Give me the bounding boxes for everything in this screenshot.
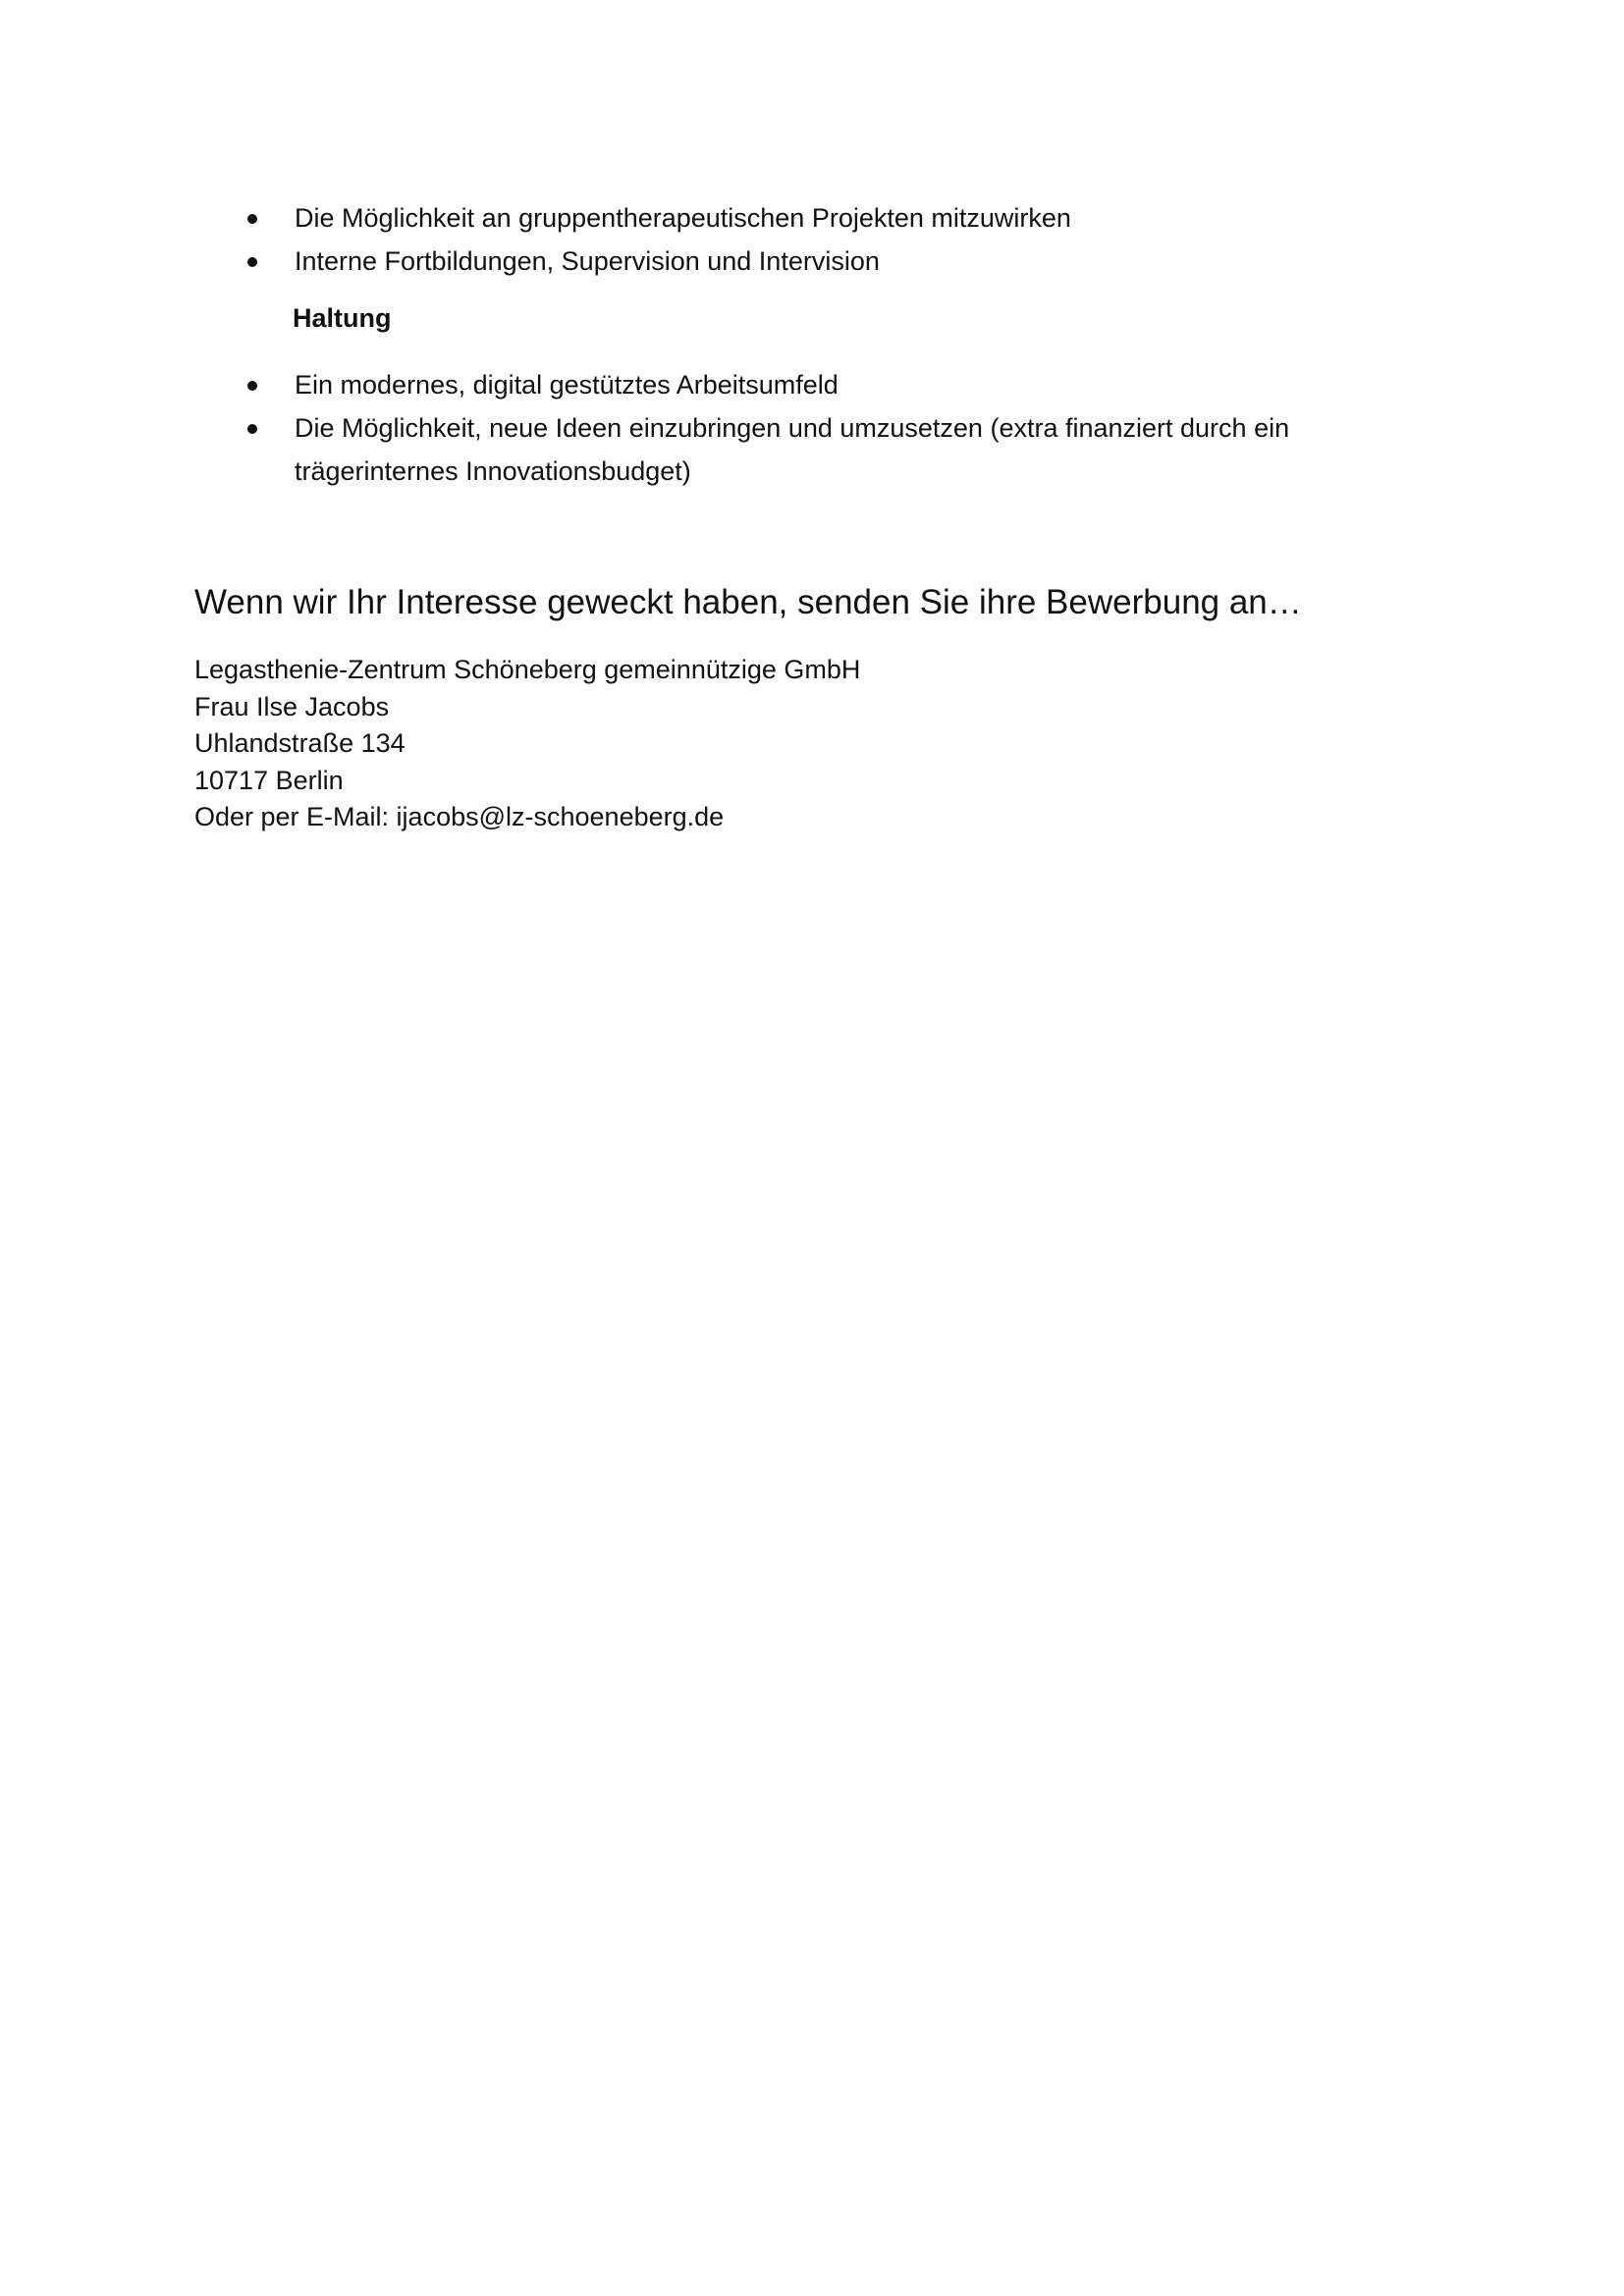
bullet-icon bbox=[247, 257, 257, 267]
list-item-text: Die Möglichkeit, neue Ideen einzubringen und umzusetzen (extra finanziert durch ein trägerinternes Innovationsbudget) bbox=[295, 413, 1290, 486]
bullet-icon bbox=[247, 424, 257, 434]
list-item bbox=[247, 240, 1424, 283]
bullet-icon bbox=[247, 381, 257, 391]
contact-address bbox=[194, 652, 860, 836]
list-item bbox=[247, 406, 1424, 493]
section-heading: Haltung bbox=[293, 303, 392, 333]
list-item bbox=[247, 196, 1424, 240]
list-item-text: Interne Fortbildungen, Supervision und Intervision bbox=[295, 246, 880, 276]
call-to-action-heading: Wenn wir Ihr Interesse geweckt haben, senden Sie ihre Bewerbung an… bbox=[194, 583, 1302, 621]
bullet-icon bbox=[247, 214, 257, 224]
list-item-text: Die Möglichkeit an gruppentherapeutischen Projekten mitzuwirken bbox=[295, 203, 1071, 233]
attitude-list bbox=[247, 363, 1424, 493]
list-item bbox=[247, 363, 1424, 406]
street-address: Uhlandstraße 134 bbox=[194, 728, 406, 758]
contact-person: Frau Ilse Jacobs bbox=[194, 691, 390, 721]
email-line: Oder per E-Mail: ijacobs@lz-schoeneberg.de bbox=[194, 802, 725, 831]
organization-name: Legasthenie-Zentrum Schöneberg gemeinnützige GmbH bbox=[194, 655, 861, 684]
list-item-text: Ein modernes, digital gestütztes Arbeitsumfeld bbox=[295, 370, 839, 400]
benefits-list bbox=[247, 196, 1424, 283]
postal-city: 10717 Berlin bbox=[194, 765, 344, 795]
